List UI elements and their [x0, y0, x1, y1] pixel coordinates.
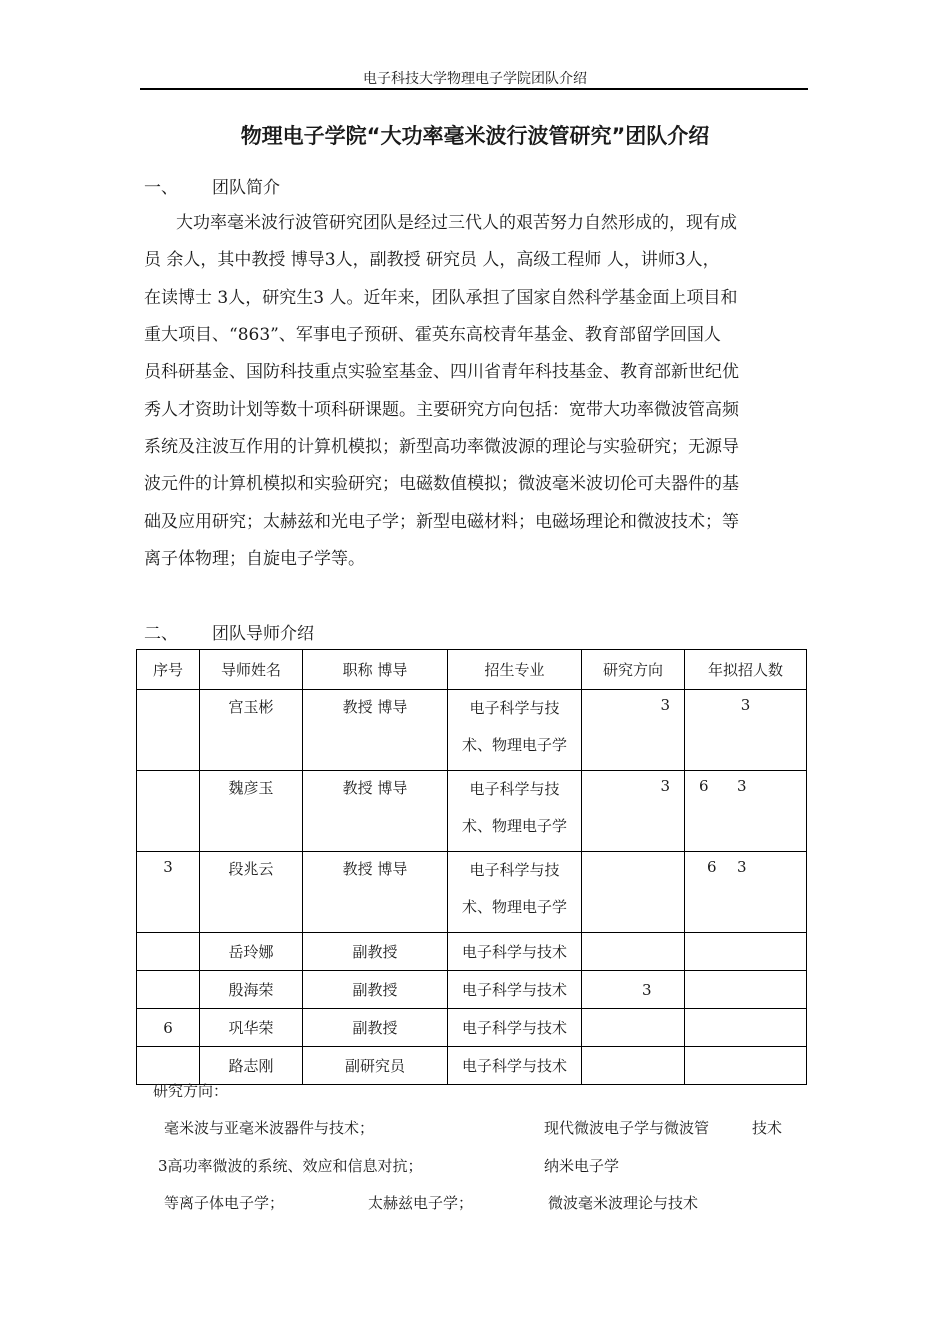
quota-value: 3 [737, 777, 747, 795]
cell-major [448, 771, 582, 852]
cell-name: 巩华荣 [200, 1009, 303, 1047]
major-line: 术、物理电子学 [461, 736, 567, 754]
cell-title: 副教授 [303, 971, 448, 1009]
cell-direction: 3 [582, 690, 685, 771]
cell-name: 段兆云 [200, 852, 303, 933]
tutor-table [136, 649, 807, 1085]
cell-quota [685, 771, 807, 852]
direction-item: 等离子体电子学； [164, 1194, 285, 1212]
cell-name: 路志刚 [200, 1047, 303, 1085]
intro-line: 础及应用研究；太赫兹和光电子学；新型电磁材料；电磁场理论和微波技术；等 [144, 512, 739, 532]
cell-quota [685, 971, 807, 1009]
cell-direction [582, 1047, 685, 1085]
col-header-direction: 研究方向 [582, 650, 685, 690]
cell-major: 电子科学与技术 [448, 971, 582, 1009]
intro-line: 大功率毫米波行波管研究团队是经过三代人的艰苦努力自然形成的，现有成 [176, 213, 737, 233]
cell-direction [582, 933, 685, 971]
table-row [137, 690, 807, 771]
cell-direction [582, 852, 685, 933]
cell-name: 殷海荣 [200, 971, 303, 1009]
major-line: 电子科学与技 [469, 780, 560, 798]
table-row [137, 971, 807, 1009]
direction-item: 纳米电子学 [544, 1157, 620, 1175]
document-title: 物理电子学院“大功率毫米波行波管研究”团队介绍 [240, 124, 710, 148]
cell-seq [137, 771, 200, 852]
cell-quota [685, 1009, 807, 1047]
direction-item: 微波毫米波理论与技术 [548, 1194, 699, 1212]
intro-line: 系统及注波互作用的计算机模拟；新型高功率微波源的理论与实验研究；无源导 [144, 437, 739, 457]
cell-major: 电子科学与技术 [448, 1009, 582, 1047]
directions-label: 研究方向： [153, 1082, 229, 1100]
cell-quota [685, 690, 807, 771]
cell-major: 电子科学与技术 [448, 933, 582, 971]
section-1-number: 一、 [144, 178, 178, 198]
quota-value: 3 [740, 696, 751, 714]
intro-line: 波元件的计算机模拟和实验研究；电磁数值模拟；微波毫米波切伦可夫器件的基 [144, 474, 739, 494]
section-1-title: 团队简介 [212, 178, 280, 198]
table-row [137, 852, 807, 933]
cell-quota [685, 852, 807, 933]
cell-direction [582, 1009, 685, 1047]
cell-seq [137, 690, 200, 771]
intro-line: 离子体物理；自旋电子学等。 [144, 549, 365, 569]
cell-major [448, 690, 582, 771]
intro-line: 在读博士 3人，研究生3 人。近年来，团队承担了国家自然科学基金面上项目和 [144, 288, 738, 308]
cell-direction: 3 [582, 771, 685, 852]
cell-name: 魏彦玉 [200, 771, 303, 852]
section-2-heading [144, 619, 314, 644]
cell-seq [137, 971, 200, 1009]
quota-value: 6 [707, 858, 717, 876]
section-2-number: 二、 [144, 624, 178, 644]
col-header-title: 职称 博导 [303, 650, 448, 690]
cell-seq [137, 933, 200, 971]
cell-major: 电子科学与技术 [448, 1047, 582, 1085]
cell-title: 教授 博导 [303, 690, 448, 771]
cell-major [448, 852, 582, 933]
cell-quota [685, 1047, 807, 1085]
cell-title: 教授 博导 [303, 771, 448, 852]
header-rule [140, 88, 808, 90]
quota-value: 3 [737, 858, 747, 876]
cell-seq [137, 1047, 200, 1085]
table-header-row [137, 650, 807, 690]
direction-item: 技术 [752, 1119, 783, 1137]
cell-name: 岳玲娜 [200, 933, 303, 971]
col-header-quota: 年拟招人数 [685, 650, 807, 690]
quota-value: 6 [699, 777, 709, 795]
intro-line: 秀人才资助计划等数十项科研课题。主要研究方向包括：宽带大功率微波管高频 [144, 400, 739, 420]
table-row [137, 1009, 807, 1047]
table-row [137, 1047, 807, 1085]
cell-quota [685, 933, 807, 971]
major-line: 电子科学与技 [469, 699, 560, 717]
intro-line: 重大项目、“863”、军事电子预研、霍英东高校青年基金、教育部留学回国人 [144, 325, 721, 345]
cell-seq: 3 [137, 852, 200, 933]
cell-seq: 6 [137, 1009, 200, 1047]
section-1-heading [144, 173, 280, 198]
cell-title: 教授 博导 [303, 852, 448, 933]
table-row [137, 933, 807, 971]
col-header-seq: 序号 [137, 650, 200, 690]
cell-name: 宫玉彬 [200, 690, 303, 771]
page-header: 电子科技大学物理电子学院团队介绍 [363, 71, 587, 87]
direction-item: 太赫兹电子学； [368, 1194, 474, 1212]
table-row [137, 771, 807, 852]
major-line: 电子科学与技 [469, 861, 560, 879]
direction-item: 毫米波与亚毫米波器件与技术； [164, 1119, 375, 1137]
cell-direction: 3 [582, 971, 685, 1009]
cell-title: 副教授 [303, 933, 448, 971]
major-line: 术、物理电子学 [461, 898, 567, 916]
intro-line: 员 余人，其中教授 博导3人，副教授 研究员 人，高级工程师 人，讲师3人， [144, 250, 720, 270]
major-line: 术、物理电子学 [461, 817, 567, 835]
cell-title: 副教授 [303, 1009, 448, 1047]
direction-item: 现代微波电子学与微波管 [544, 1119, 710, 1137]
cell-title: 副研究员 [303, 1047, 448, 1085]
direction-item: 3高功率微波的系统、效应和信息对抗； [158, 1157, 423, 1175]
col-header-name: 导师姓名 [200, 650, 303, 690]
intro-line: 员科研基金、国防科技重点实验室基金、四川省青年科技基金、教育部新世纪优 [144, 362, 739, 382]
col-header-major: 招生专业 [448, 650, 582, 690]
section-2-title: 团队导师介绍 [212, 624, 314, 644]
